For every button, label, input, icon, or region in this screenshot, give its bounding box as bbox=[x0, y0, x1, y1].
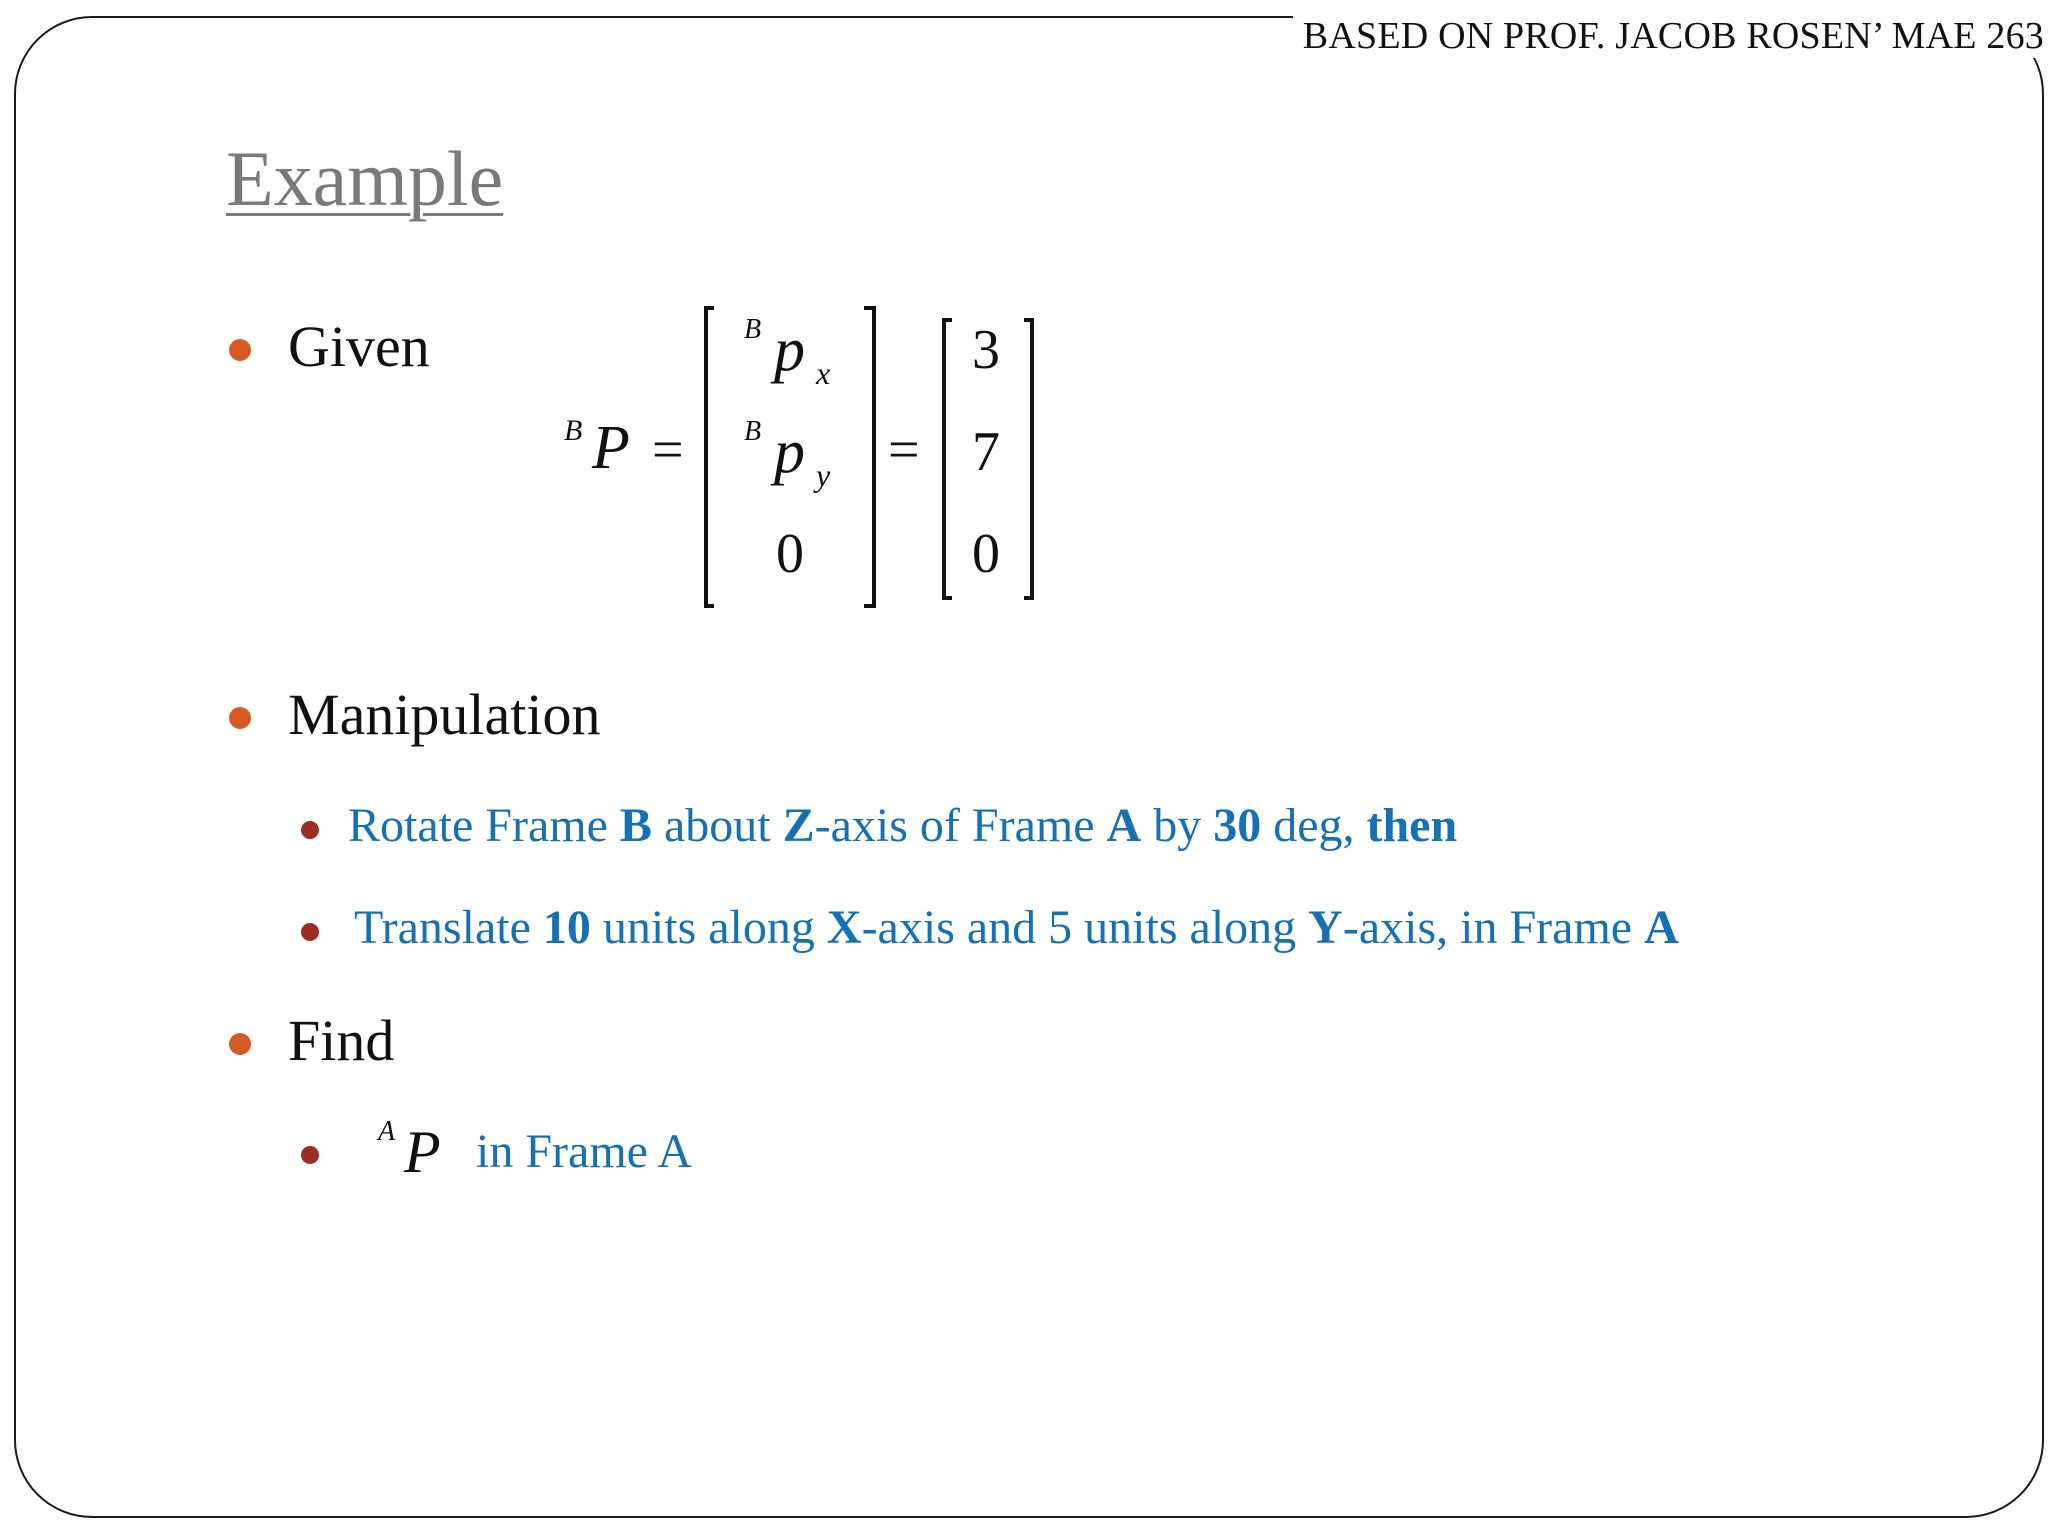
row1-subscript: x bbox=[816, 355, 831, 391]
bullet-dot bbox=[229, 707, 251, 729]
vector-value-3: 0 bbox=[972, 523, 1000, 585]
bullet-dot bbox=[229, 1033, 251, 1055]
matrix-left-bracket bbox=[706, 308, 714, 606]
equals-sign: = bbox=[652, 419, 684, 481]
equals-sign-2: = bbox=[888, 419, 920, 481]
manipulation-label: Manipulation bbox=[288, 682, 601, 747]
target-variable: P bbox=[404, 1119, 441, 1180]
sub-bullet-dot bbox=[301, 821, 319, 839]
vector-value-1: 3 bbox=[972, 319, 1000, 381]
vector-right-bracket bbox=[1024, 320, 1032, 598]
vector-value-2: 7 bbox=[972, 421, 1000, 483]
slide-frame bbox=[14, 16, 2044, 1518]
slide-title: Example bbox=[226, 135, 504, 222]
lhs-variable: P bbox=[592, 414, 630, 482]
sub-bullet-dot bbox=[301, 1146, 319, 1164]
given-label: Given bbox=[288, 314, 430, 379]
row1-variable: p bbox=[774, 316, 805, 384]
manipulation-step-rotate: Rotate Frame B about Z-axis of Frame A by 30 deg, then bbox=[348, 799, 1458, 852]
lhs-superscript: B bbox=[564, 414, 583, 447]
row2-subscript: y bbox=[816, 457, 831, 493]
row1-superscript: B bbox=[744, 314, 762, 345]
given-equation bbox=[540, 290, 1060, 620]
find-target-symbol bbox=[376, 1110, 456, 1180]
manipulation-step-translate: Translate 10 units along X-axis and 5 units along Y-axis, in Frame A bbox=[354, 901, 1679, 954]
row2-superscript: B bbox=[744, 416, 762, 447]
row3-value: 0 bbox=[776, 523, 804, 585]
header-note: BASED ON PROF. JACOB ROSEN’ MAE 263 bbox=[1293, 14, 2044, 58]
matrix-right-bracket bbox=[864, 308, 874, 606]
bullet-dot bbox=[229, 339, 251, 361]
find-target-text: in Frame A bbox=[476, 1125, 692, 1178]
find-label: Find bbox=[288, 1008, 395, 1073]
vector-left-bracket bbox=[944, 320, 952, 598]
target-superscript: A bbox=[378, 1116, 396, 1147]
row2-variable: p bbox=[774, 418, 805, 486]
sub-bullet-dot bbox=[301, 923, 319, 941]
